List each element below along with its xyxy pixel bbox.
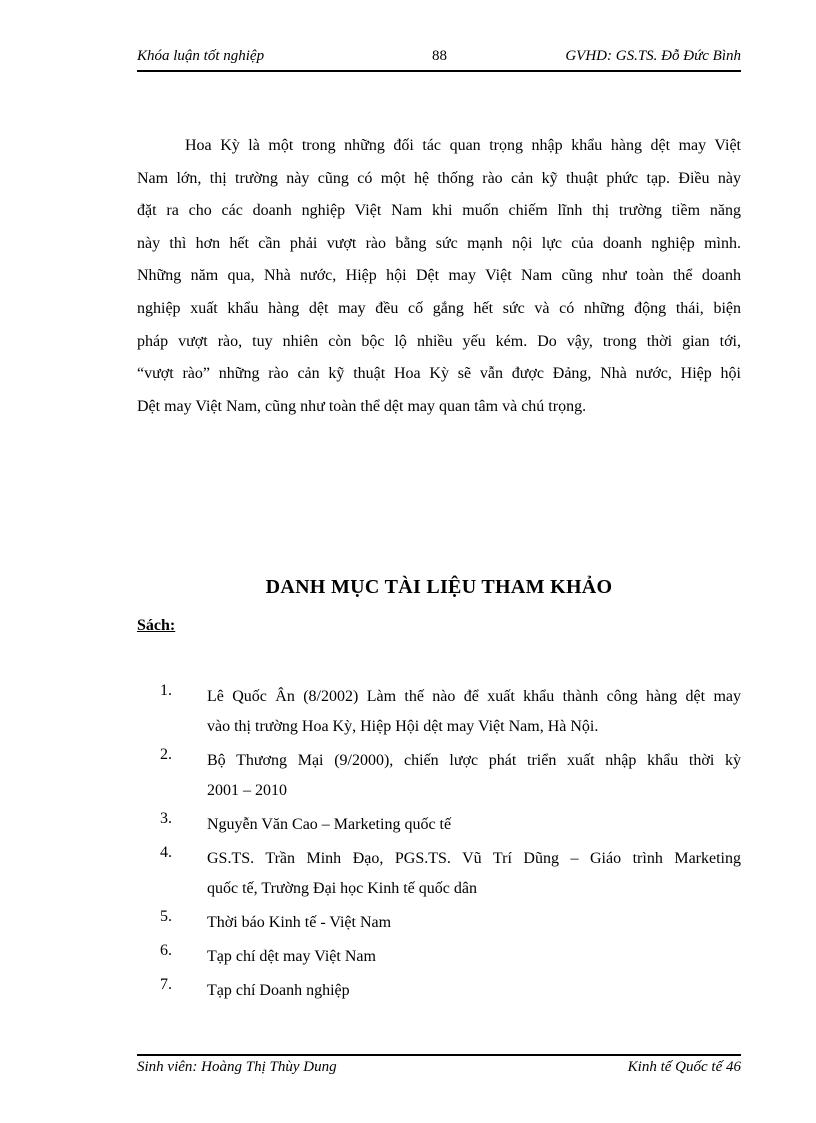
reference-number: 1. bbox=[160, 682, 172, 699]
reference-item bbox=[160, 844, 741, 904]
reference-line: GS.TS. Trần Minh Đạo, PGS.TS. Vũ Trí Dũng – Giáo trình Marketing bbox=[207, 850, 741, 867]
reference-item bbox=[160, 908, 741, 938]
reference-number: 2. bbox=[160, 746, 172, 763]
section-title: DANH MỤC TÀI LIỆU THAM KHẢO bbox=[265, 576, 613, 598]
reference-number: 3. bbox=[160, 810, 172, 827]
reference-text bbox=[207, 746, 741, 806]
reference-text bbox=[207, 942, 741, 972]
reference-text bbox=[207, 976, 741, 1006]
header-advisor: GVHD: GS.TS. Đỗ Đức Bình bbox=[565, 48, 741, 64]
page-header bbox=[137, 48, 741, 68]
reference-line: Nguyễn Văn Cao – Marketing quốc tế bbox=[207, 816, 452, 833]
reference-line: Tạp chí Doanh nghiệp bbox=[207, 982, 350, 999]
header-rule bbox=[137, 70, 741, 72]
reference-number: 4. bbox=[160, 844, 172, 861]
reference-item bbox=[160, 810, 741, 840]
reference-line: Lê Quốc Ân (8/2002) Làm thế nào để xuất khẩu thành công hàng dệt may bbox=[207, 688, 741, 705]
footer-class: Kinh tế Quốc tế 46 bbox=[627, 1059, 741, 1075]
paragraph-line: nghiệp xuất khẩu hàng dệt may đều cố gắng hết sức và có những động thái, biện bbox=[137, 299, 741, 317]
reference-text bbox=[207, 908, 741, 938]
reference-list bbox=[160, 682, 741, 1010]
paragraph-line: Nam lớn, thị trường này cũng có một hệ thống rào cản kỹ thuật phức tạp. Điều này bbox=[137, 169, 741, 187]
footer-rule bbox=[137, 1054, 741, 1056]
reference-line: quốc tế, Trường Đại học Kinh tế quốc dân bbox=[207, 880, 477, 897]
reference-line: Thời báo Kinh tế - Việt Nam bbox=[207, 914, 392, 931]
header-thesis-label: Khóa luận tốt nghiệp bbox=[137, 48, 265, 64]
reference-text bbox=[207, 844, 741, 904]
reference-line: 2001 – 2010 bbox=[207, 782, 287, 799]
paragraph-line: pháp vượt rào, tuy nhiên còn bộc lộ nhiều yếu kém. Do vậy, trong thời gian tới, bbox=[137, 332, 741, 350]
reference-item bbox=[160, 682, 741, 742]
reference-text bbox=[207, 810, 741, 840]
reference-number: 5. bbox=[160, 908, 172, 925]
reference-line: Bộ Thương Mại (9/2000), chiến lược phát triển xuất nhập khẩu thời kỳ bbox=[207, 752, 741, 769]
paragraph-line: đặt ra cho các doanh nghiệp Việt Nam khi muốn chiếm lĩnh thị trường tiềm năng bbox=[137, 202, 741, 220]
paragraph-line: Dệt may Việt Nam, cũng như toàn thể dệt may quan tâm và chú trọng. bbox=[137, 397, 587, 415]
reference-line: vào thị trường Hoa Kỳ, Hiệp Hội dệt may Việt Nam, Hà Nội. bbox=[207, 718, 599, 735]
page-number: 88 bbox=[432, 48, 447, 64]
paragraph-line: Hoa Kỳ là một trong những đối tác quan trọng nhập khẩu hàng dệt may Việt bbox=[185, 137, 741, 154]
subsection-heading: Sách: bbox=[137, 617, 176, 634]
footer-student: Sinh viên: Hoàng Thị Thùy Dung bbox=[137, 1059, 337, 1075]
reference-item bbox=[160, 976, 741, 1006]
reference-item bbox=[160, 746, 741, 806]
reference-line: Tạp chí dệt may Việt Nam bbox=[207, 948, 376, 965]
body-paragraph bbox=[137, 130, 741, 423]
reference-number: 6. bbox=[160, 942, 172, 959]
reference-text bbox=[207, 682, 741, 742]
reference-number: 7. bbox=[160, 976, 172, 993]
paragraph-line: “vượt rào” những rào cản kỹ thuật Hoa Kỳ sẽ vẫn được Đảng, Nhà nước, Hiệp hội bbox=[137, 365, 741, 383]
paragraph-line: này thì hơn hết cần phải vượt rào bằng sức mạnh nội lực của doanh nghiệp mình. bbox=[137, 234, 741, 252]
paragraph-line: Những năm qua, Nhà nước, Hiệp hội Dệt may Việt Nam cũng như toàn thể doanh bbox=[137, 267, 741, 285]
reference-item bbox=[160, 942, 741, 972]
